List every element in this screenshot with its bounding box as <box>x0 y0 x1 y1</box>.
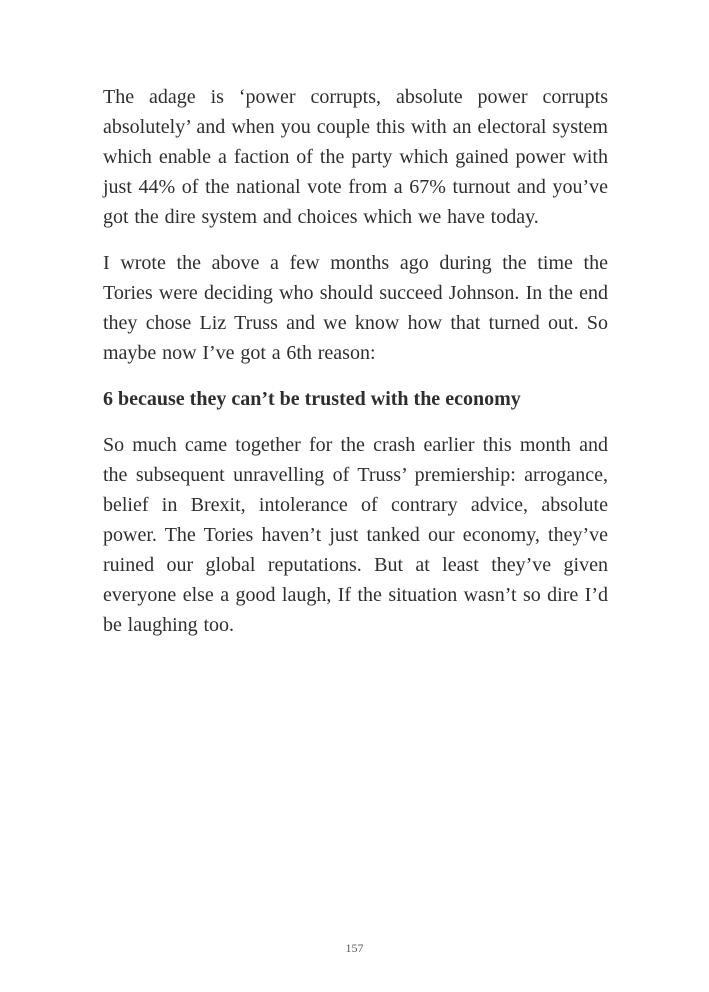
paragraph-adage: The adage is ‘power corrupts, absolute power corrupts absolutely’ and when you couple this with an electoral system which enable a faction of the party which gained power with just 44% of the national vote from a 67% turnout and you’ve got the dire system and choices which we have today. <box>103 86 608 228</box>
paragraph-economy-crash: So much came together for the crash earlier this month and the subsequent unravelling of Truss’ premiership: arrogance, belief in Brexit, intolerance of contrary advice, absolute power. The Tories haven’t just tanked our economy, they’ve ruined our global reputations. But at least they’ve given everyone else a good laugh, If the situation wasn’t so dire I’d be laughing too. <box>103 434 608 636</box>
page-number: 157 <box>345 941 364 955</box>
text-block <box>103 82 608 656</box>
section-heading-reason-6: 6 because they can’t be trusted with the economy <box>103 388 521 410</box>
paragraph-tories-succession: I wrote the above a few months ago during the time the Tories were deciding who should succeed Johnson. In the end they chose Liz Truss and we know how that turned out. So maybe now I’ve got a 6th reason: <box>103 252 608 364</box>
